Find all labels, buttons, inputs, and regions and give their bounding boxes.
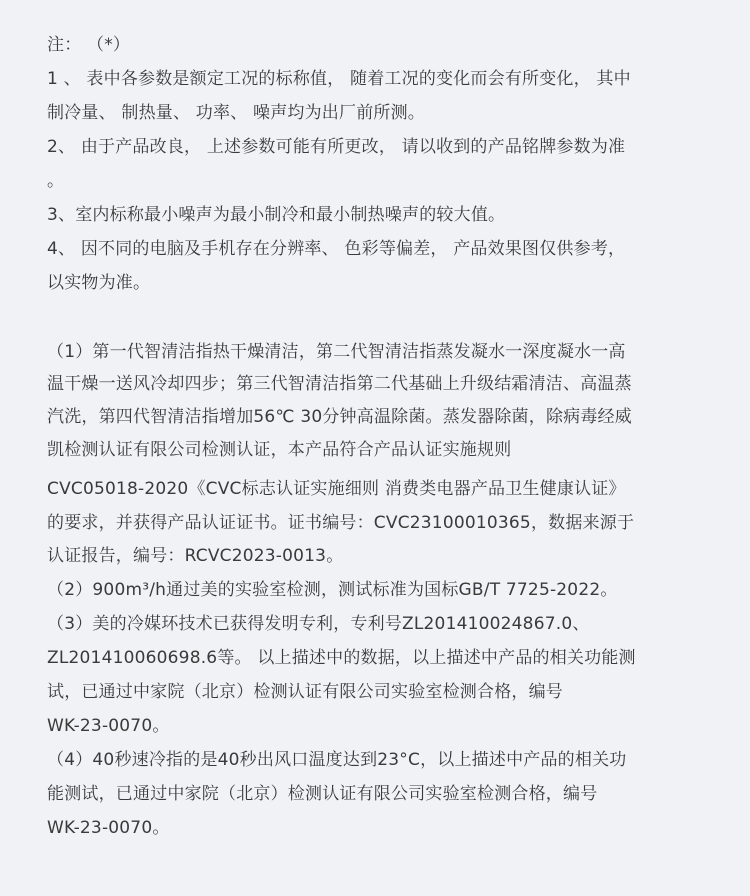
footnote-line: （1）第一代智清洁指热干燥清洁，第二代智清洁指蒸发凝水一深度凝水一高 — [47, 342, 626, 362]
note-line: 3、室内标称最小噪声为最小制冷和最小制热噪声的较大值。 — [47, 205, 506, 225]
footnote-line: 汽洗，第四代智清洁指增加56℃ 30分钟高温除菌。蒸发器除菌，除病毒经威 — [47, 407, 632, 427]
note-line: 2、 由于产品改良， 上述参数可能有所更改， 请以收到的产品铭牌参数为准 — [47, 137, 626, 157]
footnote-line: CVC05018-2020《CVC标志认证实施细则 消费类电器产品卫生健康认证》 — [47, 479, 626, 499]
notes-header: 注： （*） — [47, 35, 131, 55]
footnote-line: WK-23-0070。 — [47, 818, 170, 838]
note-line: 制冷量、 制热量、 功率、 噪声均为出厂前所测。 — [47, 103, 426, 123]
note-line: 以实物为准。 — [47, 273, 151, 293]
footnote-line: （2）900m³/h通过美的实验室检测，测试标准为国标GB/T 7725-2022。 — [47, 580, 618, 600]
footnote-line: （4）40秒速冷指的是40秒出风口温度达到23°C，以上描述中产品的相关功 — [47, 750, 627, 770]
footnote-line: 试，已通过中家院（北京）检测认证有限公司实验室检测合格，编号 — [47, 682, 563, 702]
footnote-line: 的要求，并获得产品认证证书。证书编号：CVC23100010365，数据来源于 — [47, 513, 635, 533]
note-line: 4、 因不同的电脑及手机存在分辨率、 色彩等偏差， 产品效果图仅供参考， — [47, 239, 626, 259]
footnote-line: 凯检测认证有限公司检测认证，本产品符合产品认证实施规则 — [47, 440, 512, 460]
footnote-line: 温干燥一送风冷却四步；第三代智清洁指第二代基础上升级结霜清洁、高温蒸 — [47, 374, 632, 394]
footnote-line: （3）美的冷媒环技术已获得发明专利，专利号ZL201410024867.0、 — [47, 614, 590, 634]
note-line: 。 — [47, 171, 65, 191]
footnote-line: WK-23-0070。 — [47, 716, 170, 736]
footnote-line: 认证报告，编号：RCVC2023-0013。 — [47, 546, 344, 566]
footnote-line: ZL201410060698.6等。 以上描述中的数据，以上描述中产品的相关功能测 — [47, 648, 636, 668]
note-line: 1 、 表中各参数是额定工况的标称值， 随着工况的变化而会有所变化， 其中 — [47, 69, 631, 89]
footnote-line: 能测试，已通过中家院（北京）检测认证有限公司实验室检测合格，编号 — [47, 784, 598, 804]
